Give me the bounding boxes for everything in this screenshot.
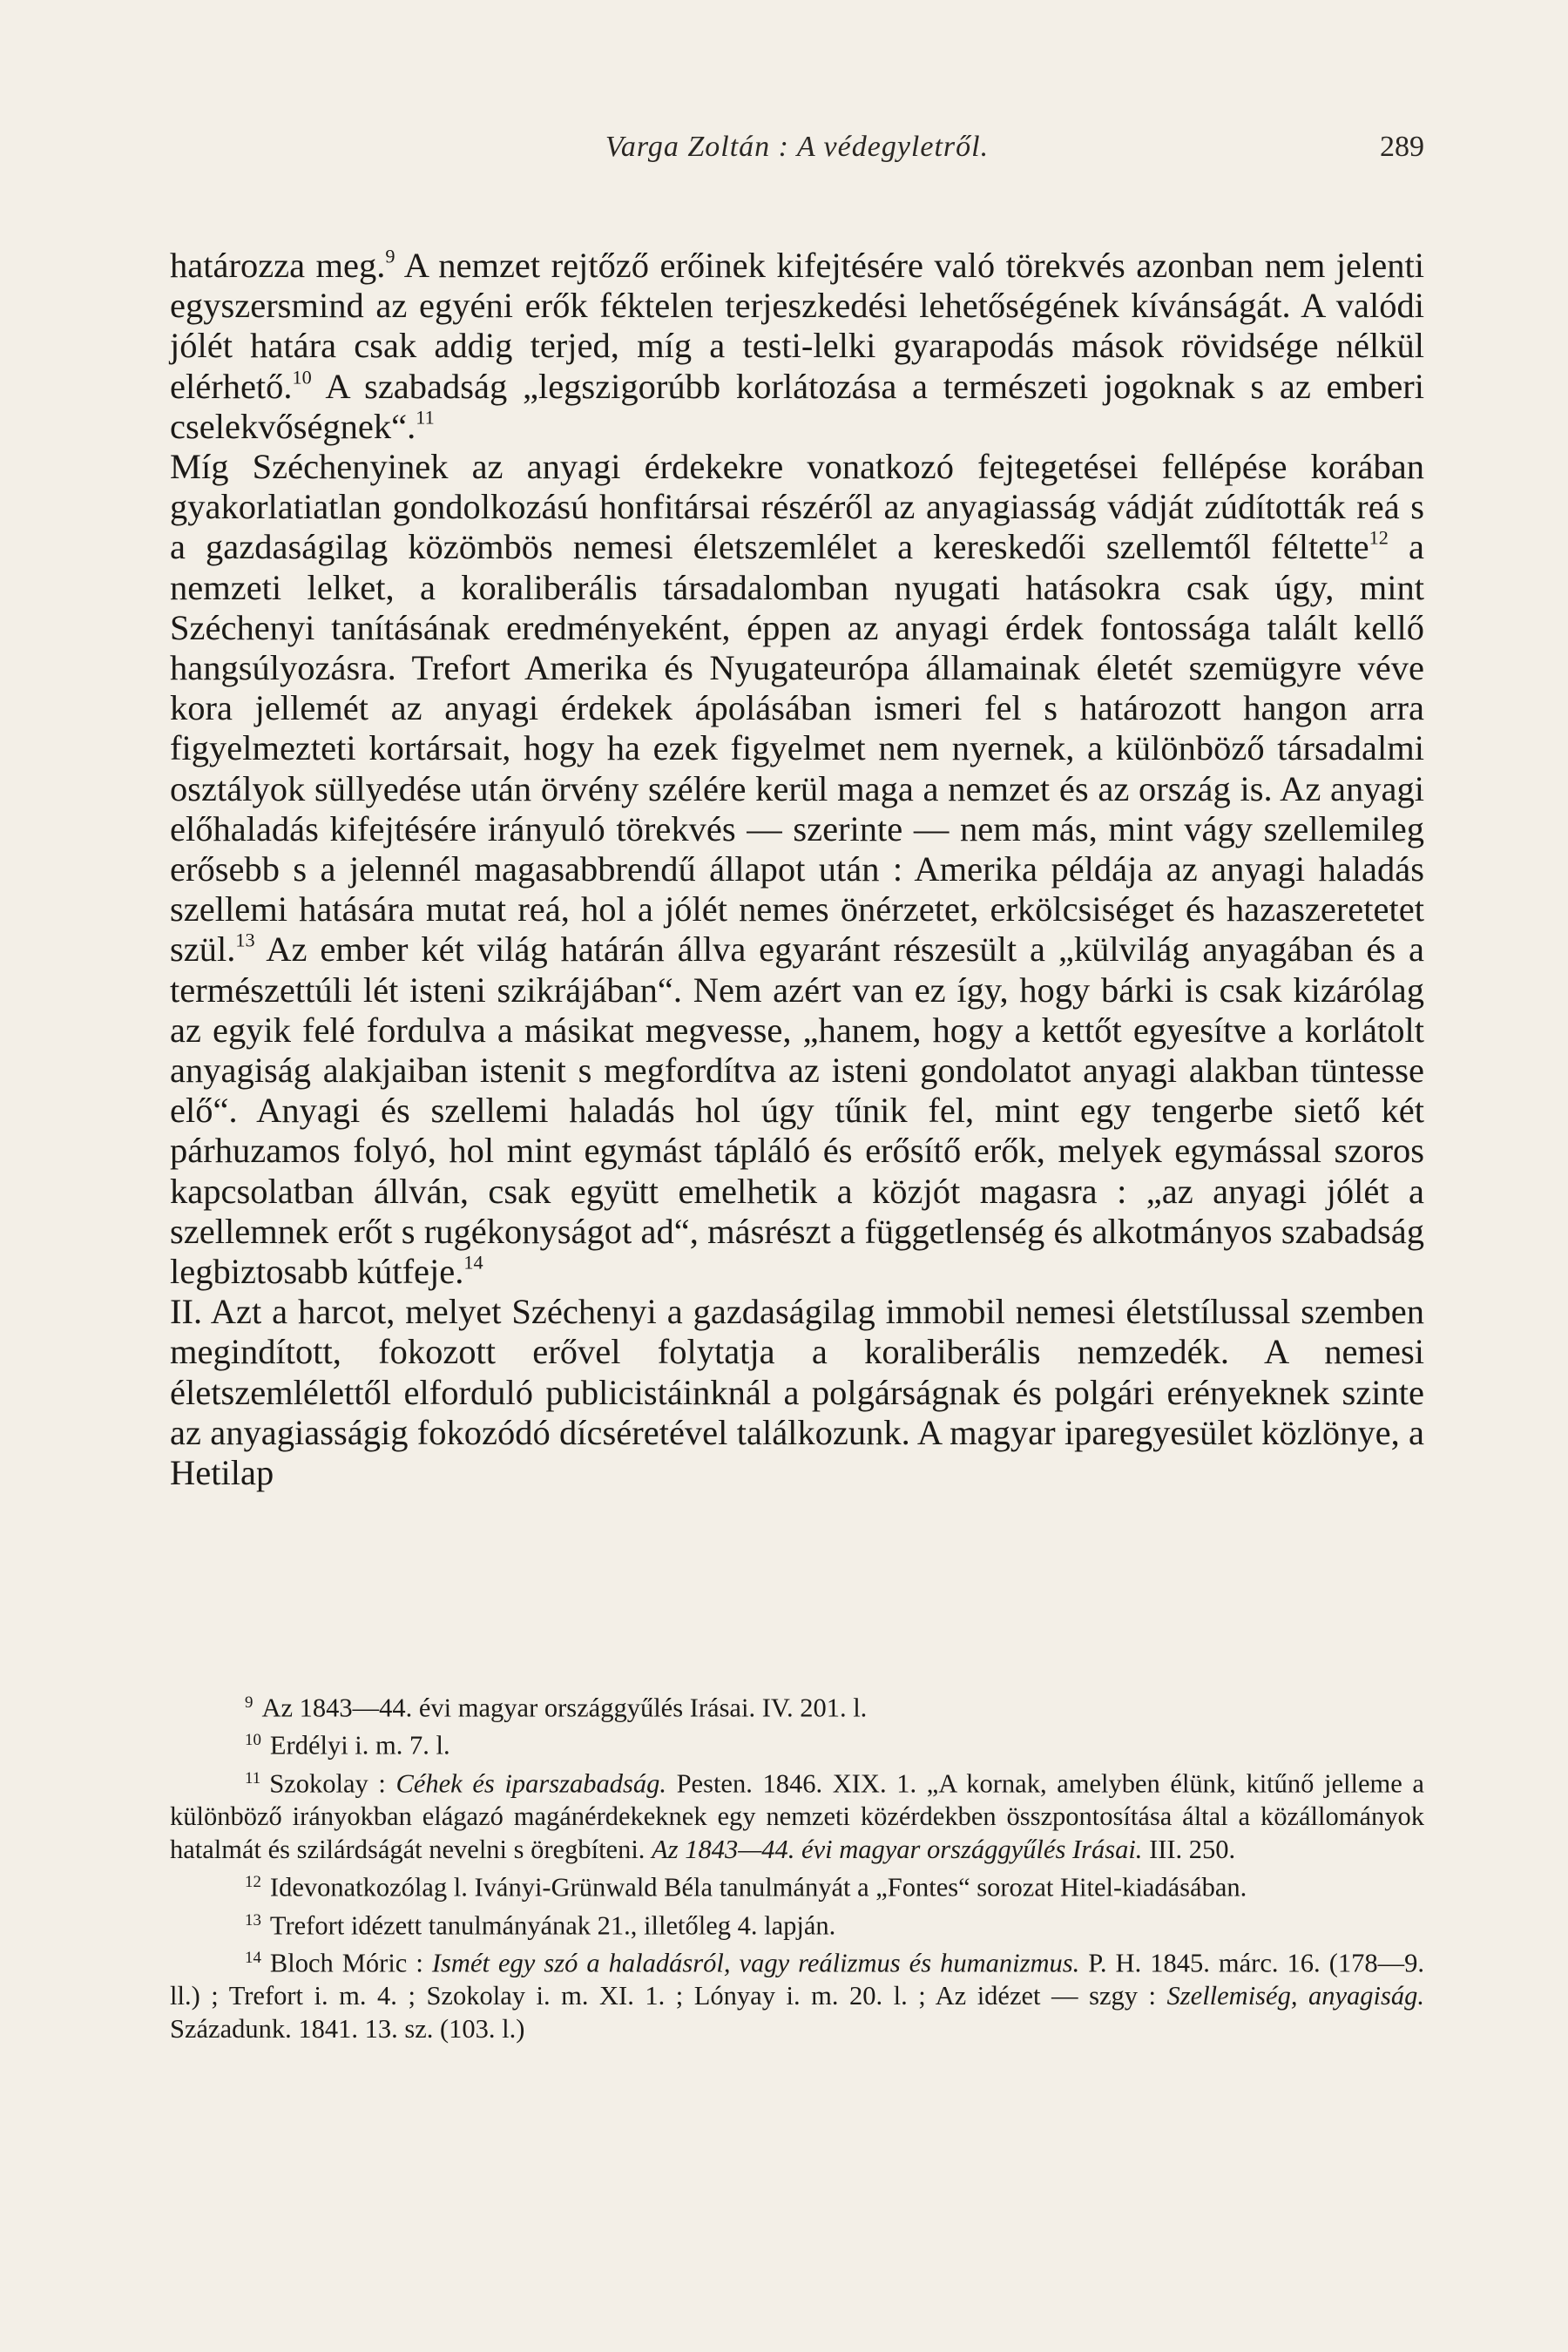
footnote-mark: 14	[245, 1948, 261, 1967]
footnote-mark: 13	[245, 1910, 261, 1930]
page-number: 289	[1380, 131, 1424, 163]
footnote-9	[170, 1686, 1424, 1724]
footnote-mark: 9	[245, 1693, 253, 1712]
paragraph-1	[170, 246, 1424, 447]
footnote-italic: Céhek és iparszabadság.	[395, 1768, 666, 1799]
running-title: Varga Zoltán : A védegyletről.	[605, 131, 990, 163]
footnote-ref-13: 13	[235, 929, 255, 951]
text-segment: határozza meg.	[170, 246, 386, 285]
footnote-text: P. H. 1845. márc. 16. (178—9. ll.) ; Trefort i. m. 4. ; Szokolay i. m. XI. 1. ; Lónyay i. m. 20. l. ; Az idézet — szgy :	[170, 1948, 1424, 2011]
footnote-ref-12: 12	[1369, 526, 1389, 549]
footnote-text: III. 250.	[1142, 1835, 1236, 1865]
footnote-ref-10: 10	[292, 365, 312, 388]
footnote-text: Szokolay :	[269, 1768, 396, 1799]
footnote-text: Bloch Móric :	[269, 1948, 432, 1978]
footnote-mark: 12	[245, 1873, 261, 1892]
footnote-text: Trefort idézett tanulmányának 21., illetőleg 4. lapján.	[269, 1909, 836, 1940]
footnote-mark: 11	[245, 1768, 261, 1788]
footnote-ref-14: 14	[463, 1251, 483, 1274]
footnote-11	[170, 1762, 1424, 1866]
footnote-italic: Az 1843—44. évi magyar országgyűlés Irásai.	[652, 1835, 1143, 1865]
footnote-mark: 10	[245, 1731, 261, 1750]
footnote-text: Pesten. 1846. XIX. 1. „A kornak, amelyben élünk, kitűnő jelleme a különböző irányokban elágazó magánérdekeknek egy nemzeti közérdekben összpontosítása által a közállományok hatalmát és szilárdságát nevelni s öregbíteni.	[170, 1768, 1424, 1865]
paragraph-3: II. Azt a harcot, melyet Széchenyi a gazdaságilag immobil nemesi életstílussal szemben megindított, fokozott erővel folytatja a koraliberális nemzedék. A nemesi életszemlélettől elforduló publicistáinknál a polgárságnak és polgári erényeknek szinte az anyagiasságig fokozódó dícséretével találkozunk. A magyar iparegyesület közlönye, a Hetilap	[170, 1292, 1424, 1493]
footnote-italic: Szellemiség, anyagiság.	[1166, 1981, 1424, 2011]
text-segment: a nemzeti lelket, a koraliberális társadalomban nyugati hatásokra csak úgy, mint Széchenyi tanításának eredményeként, éppen az anyagi érdek fontossága talált kellő hangsúlyozásra. Trefort Amerika és Nyugateurópa államainak életét szemügyre véve kora jellemét az anyagi érdekek ápolásában ismeri fel s határozott hangon arra figyelmezteti kortársait, hogy ha ezek figyelmet nem nyernek, a különböző társadalmi osztályok süllyedése után örvény szélére kerül maga a nemzet és az ország is. Az anyagi előhaladás kifejtésére irányuló törekvés — szerinte — nem más, mint vágy szellemileg erősebb s a jelennél magasabbrendű állapot után : Amerika példája az anyagi haladás szellemi hatására mutat reá, hol a jólét nemes önérzetet, erkölcsiséget és hazaszeretetet szül.	[170, 527, 1424, 970]
text-segment: Míg Széchenyinek az anyagi érdekekre vonatkozó fejtegetései fellépése korában gyakorlatiatlan gondolkozású honfitársai részéről az anyagiasság vádját zúdították reá s a gazdaságilag közömbös nemesi életszemlélet a kereskedői szellemtől féltette	[170, 447, 1424, 567]
main-text	[170, 246, 1424, 1493]
footnote-12	[170, 1866, 1424, 1903]
footnote-13	[170, 1904, 1424, 1942]
footnote-text: Idevonatkozólag l. Iványi-Grünwald Béla tanulmányát a „Fontes“ sorozat Hitel-kiadásában.	[269, 1872, 1247, 1903]
footnote-10	[170, 1724, 1424, 1761]
footnote-14	[170, 1942, 1424, 2045]
footnotes	[170, 1686, 1424, 2045]
footnote-text: Századunk. 1841. 13. sz. (103. l.)	[170, 2014, 525, 2044]
text-segment: A nemzet rejtőző erőinek kifejtésére való törekvés azonban nem jelenti egyszersmind az egyéni erők féktelen terjeszkedési lehetőségének kívánságát. A valódi jólét határa csak addig terjed, míg a testi-lelki gyarapodás mások rövidsége nélkül elérhető.	[170, 246, 1424, 406]
text-segment: A szabadság „legszigorúbb korlátozása a természeti jogoknak s az emberi cselekvőségnek“.	[170, 366, 1424, 446]
footnote-text: Erdélyi i. m. 7. l.	[269, 1730, 450, 1761]
footnote-italic: Ismét egy szó a haladásról, vagy reálizmus és humanizmus.	[431, 1948, 1080, 1978]
footnote-ref-9: 9	[385, 245, 395, 267]
text-segment: Az ember két világ határán állva egyaránt részesült a „külvilág anyagában és a természettúli lét isteni szikrájában“. Nem azért van ez így, hogy bárki is csak kizárólag az egyik felé fordulva a másikat megvesse, „hanem, hogy a kettőt egyesítve a korlátolt anyagiság alakjaiban istenit s megfordítva az isteni gondolatot anyagi alakban tüntesse elő“. Anyagi és szellemi haladás hol úgy tűnik fel, mint egy tengerbe siető két párhuzamos folyó, hol mint egymást tápláló és erősítő erők, melyek egymással szoros kapcsolatban állván, csak együtt emelhetik a közjót magasra : „az anyagi jólét a szellemnek erőt s rugékonyságot ad“, másrészt a függetlenség és alkotmányos szabadság legbiztosabb kútfeje.	[170, 929, 1424, 1292]
running-head	[170, 131, 1424, 166]
footnote-ref-11: 11	[416, 406, 435, 429]
footnote-text: Az 1843—44. évi magyar országgyűlés Irásai. IV. 201. l.	[261, 1693, 868, 1723]
paragraph-2	[170, 447, 1424, 1292]
